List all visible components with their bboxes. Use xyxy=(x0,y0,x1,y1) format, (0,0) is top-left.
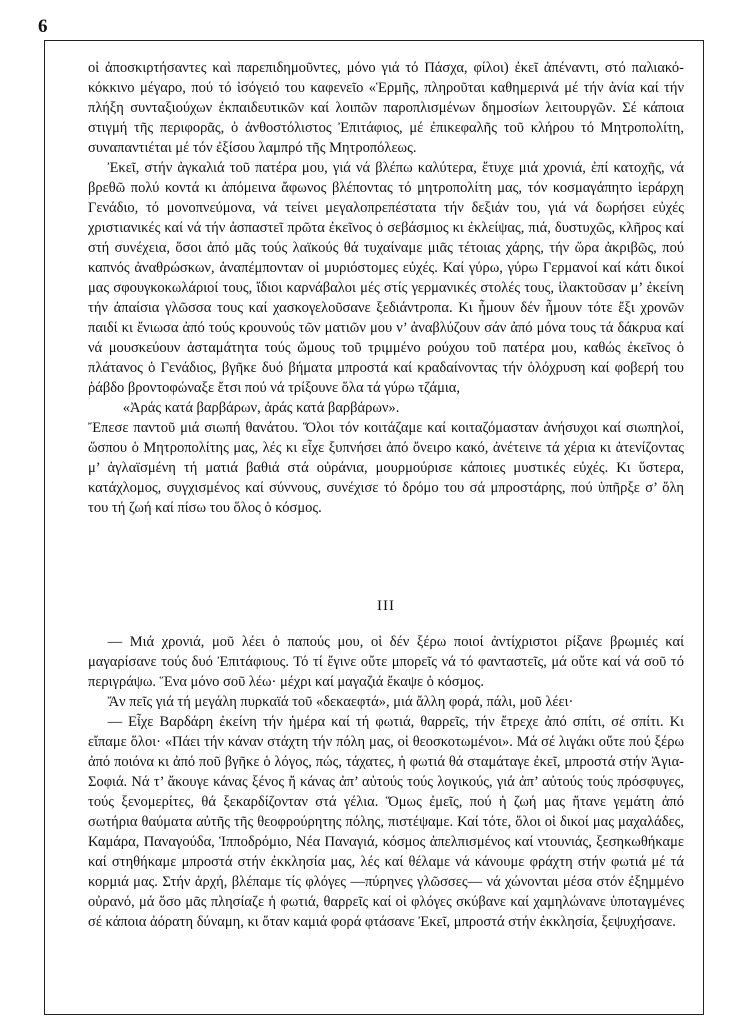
paragraph: Ἐκεῖ, στήν ἀγκαλιά τοῦ πατέρα μου, γιά νά βλέπω καλύτερα, ἔτυχε μιά χρονιά, ἐπί κατοχῆς, νά βρεθῶ πολύ κοντά κι ἀπόμεινα ἄφωνος βλέποντας τό μητροπολίτη μας, τόν κοσμαγάπητο ἱεράρχη Γενάδιο, τό μονοπνεύμονα, νά τείνει μεγαλοπρεπέστατα τήν δεξιάν του, γιά νά δωρήσει εὐχές χριστιανικές καί νά τήν ἀσπαστεῖ πρῶτα ἐκεῖνος ὁ σεβάσμιος κι ἐκλείψας, πιά, δυστυχῶς, κλῆρος καί στή συνέχεια, ὅσοι ἀπό μᾶς τούς λαϊκούς θά τυχαίναμε μιᾶς τέτοιας χάρης, τήν ὥρα ἀκριβῶς, πού καπνός ἀναθρώσκων, ἀναπέμπονταν οἱ μυριόστομες εὐχές. Καί γύρω, γύρω Γερμανοί καί κάτι δικοί μας σφουγκοκωλάριοί τους, ἴδιοι καρνάβαλοι μές στίς γερμανικές στολές τους, ἰλακτοῦσαν μ’ ἐκείνη τήν ἀπαίσια γλῶσσα τους καί χασκογελοῦσανε ξεδιάντροπα. Κι ἦμουν δέν ἦμουν τότε ἔξι χρονῶν παιδί κι ἔνιωσα ἀπό τούς κρουνούς τῶν ματιῶν μου ν’ ἀναβλύζουν σάν ἀπό μόνα τους τά δάκρυα καί νά μουσκεύουν ἀσταμάτητα τούς ὤμους τοῦ τριμμένο ρούχου τοῦ πατέρα μου, καθώς ἐκεῖνος ὁ πλάτανος ὁ Γενάδιος, βγῆκε δυό βήματα μπροστά καί κραδαίνοντας τήν ὁλόχρυση καί φοβερή του ῥάβδο βροντοφώναξε ἔτσι πού νά τρίξουνε ὅλα τά γύρω τζάμια, xyxy=(88,160,684,396)
text-block-2 xyxy=(88,632,684,932)
page-number: 6 xyxy=(38,16,48,37)
text-block-1 xyxy=(88,58,684,518)
paragraph: Ἔπεσε παντοῦ μιά σιωπή θανάτου. Ὅλοι τόν κοιτάζαμε καί κοιταζόμασταν ἀνήσυχοι καί σιωπηλοί, ὥσπου ὁ Μητροπολίτης μας, λές κι εἶχε ξυπνήσει ἀπό ὄνειρο κακό, ἀνέτεινε τά χέρια κι ἀτενίζοντας μ’ ἀγλαϊσμένη τή ματιά βαθιά στά οὐράνια, μουρμούρισε κάποιες μυστικές εὐχές. Κι ὕστερα, κατάχλομος, συγχισμένος καί σύννους, συνέχισε τό δρόμο του σά μπροστάρης, πού ὑπῆρξε σ’ ὅλη του τή ζωή καί πίσω του ὅλος ὁ κόσμος. xyxy=(88,420,684,516)
paragraph: οἱ ἀποσκιρτήσαντες καὶ παρεπιδημοῦντες, μόνο γιά τό Πάσχα, φίλοι) ἐκεῖ ἀπέναντι, στό παλιακό-κόκκινο μέγαρο, πού τό ἰσόγειό του καφενεῖο «Ἑρμῆς, πληροῦται καθημερινά μέ τήν ἀνία καί τήν πλήξη συνταξιούχων ἐκπαιδευτικῶν καί λοιπῶν παροπλισμένων δημοσίων λειτουργῶν. Σέ κάποια στιγμή τῆς περιφορᾶς, ὁ ἀνθοστόλιστος Ἐπιτάφιος, μέ ἐπικεφαλῆς τοῦ κλήρου τό Μητροπολίτη, συναπαντιέται μέ τόν ἐξίσου λαμπρό τῆς Μητροπόλεως. xyxy=(88,60,684,156)
section-heading: III xyxy=(377,598,395,614)
exclamation-line: «Ἀράς κατά βαρβάρων, ἀράς κατά βαρβάρων». xyxy=(122,400,400,416)
paragraph: Ἄν πεῖς γιά τή μεγάλη πυρκαϊά τοῦ «δεκαεφτά», μιά ἄλλη φορά, πάλι, μοῦ λέει· xyxy=(107,694,574,710)
paragraph: — Εἶχε Βαρδάρη ἐκείνη τήν ἡμέρα καί τή φωτιά, θαρρεῖς, τήν ἔτρεχε ἀπό σπίτι, σέ σπίτι. Κι εἴπαμε ὅλοι· «Πάει τήν κάναν στάχτη τήν πόλη μας, οἱ θεοσκοτωμένοι». Μά σέ λιγάκι οὔτε πού ξέρω ἀπό ποιόνα κι ἀπό ποῦ βγῆκε ὁ λόγος, πώς, τάχατες, ἡ φωτιά θά σταμάταγε ἐκεῖ, μπροστά στήν Ἁγια-Σοφιά. Νά τ’ ἄκουγε κάνας ξένος ἤ κάνας ἀπ’ αὐτούς τούς λογικούς, γιά ἀπ’ αὐτούς τούς πρόσφυγες, τούς ξενομερίτες, θά ξεκαρδίζονταν στά γέλια. Ὅμως ἐμεῖς, πού ἡ ζωή μας ἤτανε γεμάτη ἀπό σωτήρια θαύματα αὐτῆς τῆς θεοφρούρητης πόλης, πιστέψαμε. Καί τότε, ὅλοι οἱ δικοί μας μαχαλάδες, Καμάρα, Παναγούδα, Ἱπποδρόμιο, Νέα Παναγιά, κόσμος ἀπελπισμένος καί ντουνιάς, ξεσηκωθήκαμε καί στηθήκαμε μπροστά στήν ἐκκλησία μας, λές καί θέλαμε νά κάνουμε φράχτη στήν φωτιά μέ τά κορμιά μας. Στήν ἀρχή, βλέπαμε τίς φλόγες —πύρηνες γλῶσσες— νά χώνονται μέσα στόν ἐξημμένο οὐρανό, μά ὅσο μᾶς πλησίαζε ἡ φωτιά, θαρρεῖς καί οἱ φλόγες σκύβανε καί χαμηλώνανε ὑποταγμένες σέ κάποια ἀόρατη δύναμη, κι ὅταν καμιά φορά φτάσανε Ἐκεῖ, μπροστά στήν ἐκκλησία, ξεψυχήσανε. xyxy=(88,714,684,930)
paragraph: — Μιά χρονιά, μοῦ λέει ὁ παπούς μου, οἱ δέν ξέρω ποιοί ἀντίχριστοι ρίξανε βρωμιές καί μαγαρίσανε τούς δυό Ἐπιτάφιους. Τό τί ἔγινε οὔτε μπορεῖς νά τό φανταστεῖς, μά οὔτε καί νά σοῦ τό περιγράψω. Ἕνα μόνο σοῦ λέω· μέχρι καί μαγαζιά ἔκαψε ὁ κόσμος. xyxy=(88,634,684,690)
